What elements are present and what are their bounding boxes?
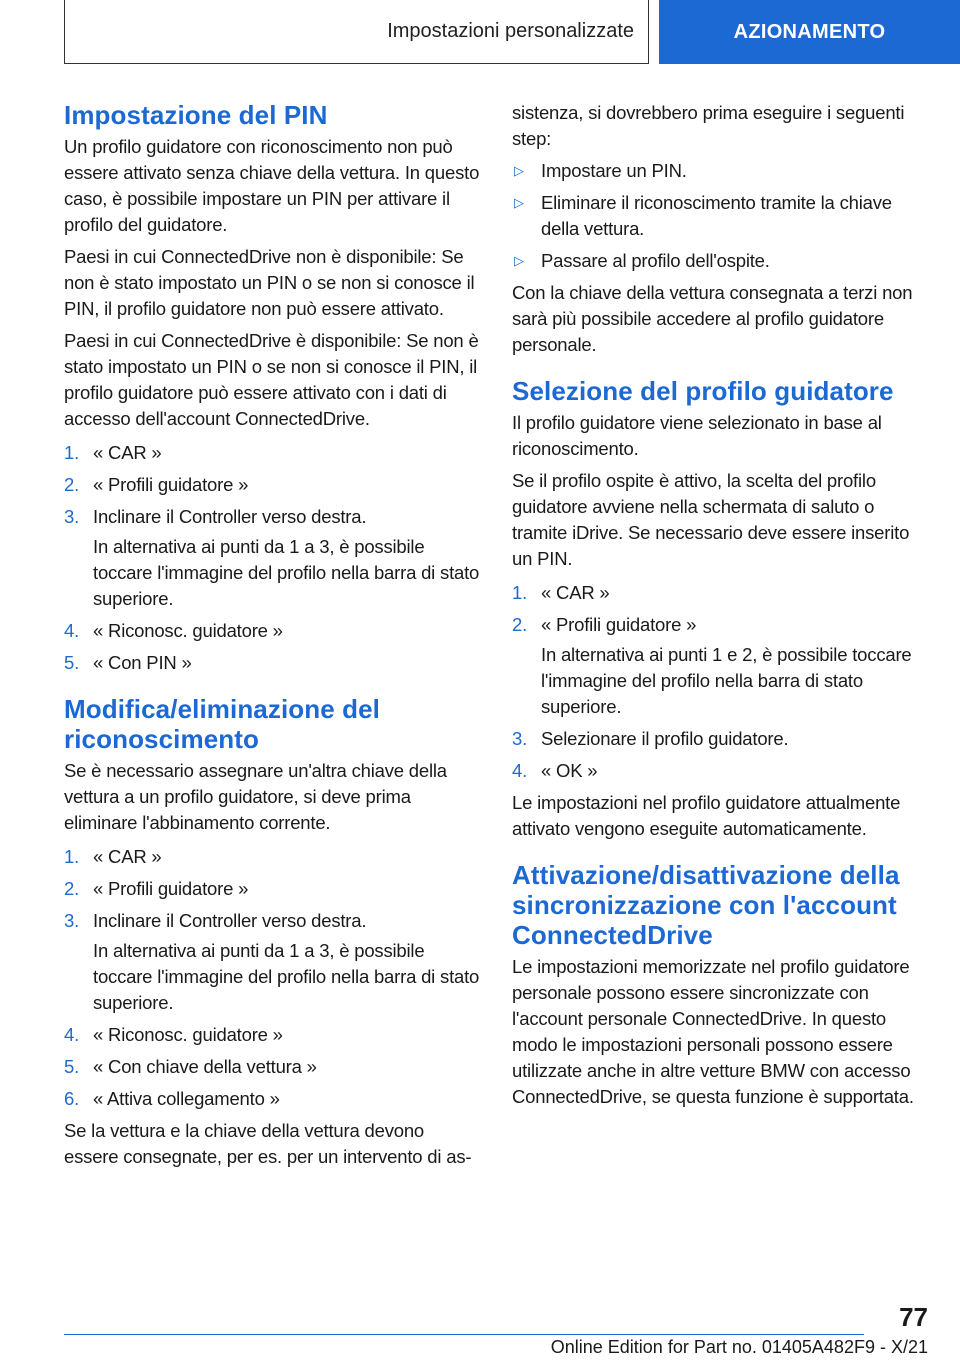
paragraph: Se la vettura e la chiave della vettura devono essere consegnate, per es. per un intervento di as-	[64, 1120, 472, 1167]
paragraph: Le impostazioni memorizzate nel profilo guidatore personale possono essere sincronizzate con l'account personale ConnectedDrive. In questo modo le impostazioni personali possono essere utilizzate anche in altre vetture BMW con accesso ConnectedDrive, se questa funzione è supportata.	[512, 956, 914, 1107]
header-section-text: Impostazioni personalizzate	[387, 20, 634, 42]
step-item	[64, 876, 480, 902]
heading-sync-connecteddrive: Attivazione/disattivazione della sincronizzazione con l'account ConnectedDrive	[512, 860, 900, 950]
triangle-bullet-icon: ▷	[514, 253, 524, 268]
step-item	[512, 612, 928, 638]
step-number: 3.	[64, 506, 80, 527]
step-note: In alternativa ai punti 1 e 2, è possibile toccare l'immagine del profilo nella barra di stato superiore.	[541, 644, 912, 717]
step-text: « Profili guidatore »	[93, 474, 249, 495]
step-number: 4.	[64, 620, 80, 641]
step-item	[64, 440, 480, 466]
step-item	[64, 1054, 480, 1080]
step-item	[512, 580, 928, 606]
header-chapter-tab	[659, 0, 960, 64]
bullet-item	[512, 190, 928, 242]
paragraph: sistenza, si dovrebbero prima eseguire i seguenti step:	[512, 102, 905, 149]
step-number: 3.	[512, 728, 528, 749]
step-text: Inclinare il Controller verso destra.	[93, 910, 367, 931]
step-number: 4.	[64, 1024, 80, 1045]
step-text: « CAR »	[93, 442, 162, 463]
page-number: 77	[899, 1302, 928, 1332]
step-number: 5.	[64, 1056, 80, 1077]
step-text: « Profili guidatore »	[541, 614, 697, 635]
paragraph: Le impostazioni nel profilo guidatore attualmente attivato vengono eseguite automaticamente.	[512, 792, 901, 839]
step-number: 1.	[64, 442, 80, 463]
step-text: Selezionare il profilo guidatore.	[541, 728, 789, 749]
bullet-text: Passare al profilo dell'ospite.	[541, 250, 770, 271]
triangle-bullet-icon: ▷	[514, 163, 524, 178]
heading-modify-recognition: Modifica/eliminazione del riconoscimento	[64, 694, 380, 754]
step-item	[64, 844, 480, 870]
step-text: « Riconosc. guidatore »	[93, 620, 283, 641]
step-text: « Profili guidatore »	[93, 878, 249, 899]
step-list	[512, 580, 928, 638]
left-column	[64, 100, 480, 1176]
triangle-bullet-icon: ▷	[514, 195, 524, 210]
step-note: In alternativa ai punti da 1 a 3, è possibile toccare l'immagine del profilo nella barra di stato superiore.	[93, 940, 480, 1013]
step-item	[64, 1022, 480, 1048]
step-list	[64, 440, 480, 530]
step-text: « OK »	[541, 760, 598, 781]
step-number: 2.	[512, 614, 528, 635]
bullet-text: Eliminare il riconoscimento tramite la chiave della vettura.	[541, 192, 892, 239]
step-list	[64, 618, 480, 676]
step-item	[64, 472, 480, 498]
step-number: 4.	[512, 760, 528, 781]
bullet-item	[512, 158, 928, 184]
step-text: « Riconosc. guidatore »	[93, 1024, 283, 1045]
step-item	[64, 650, 480, 676]
step-text: « Con chiave della vettura »	[93, 1056, 317, 1077]
step-number: 5.	[64, 652, 80, 673]
bullet-list	[512, 158, 928, 274]
step-number: 1.	[64, 846, 80, 867]
step-item	[64, 504, 480, 530]
step-item	[512, 726, 928, 752]
step-list	[64, 1022, 480, 1112]
step-number: 2.	[64, 878, 80, 899]
step-number: 3.	[64, 910, 80, 931]
footer-edition: Online Edition for Part no. 01405A482F9 - X/21	[550, 1337, 928, 1357]
paragraph: Paesi in cui ConnectedDrive non è disponibile: Se non è stato impostato un PIN o se non si conosce il PIN, il profilo guidatore non può essere attivato.	[64, 246, 475, 319]
step-item	[64, 1086, 480, 1112]
heading-pin: Impostazione del PIN	[64, 100, 328, 130]
header-chapter-text: AZIONAMENTO	[733, 20, 886, 43]
step-number: 1.	[512, 582, 528, 603]
step-item	[64, 618, 480, 644]
right-column	[512, 100, 928, 1116]
bullet-text: Impostare un PIN.	[541, 160, 687, 181]
step-item	[64, 908, 480, 934]
step-note: In alternativa ai punti da 1 a 3, è possibile toccare l'immagine del profilo nella barra di stato superiore.	[93, 536, 480, 609]
paragraph: Paesi in cui ConnectedDrive è disponibile: Se non è stato impostato un PIN o se non si conosce il PIN, il profilo guidatore può essere attivato con i dati di accesso dell'account ConnectedDrive.	[64, 330, 479, 429]
step-list	[512, 726, 928, 784]
paragraph: Un profilo guidatore con riconoscimento non può essere attivato senza chiave della vettura. In questo caso, è possibile impostare un PIN per attivare il profilo del guidatore.	[64, 136, 480, 235]
footer-divider	[64, 1334, 864, 1335]
paragraph: Se il profilo ospite è attivo, la scelta del profilo guidatore avviene nella schermata di saluto o tramite iDrive. Se necessario deve essere inserito un PIN.	[512, 470, 910, 569]
step-text: « Attiva collegamento »	[93, 1088, 280, 1109]
step-list	[64, 844, 480, 934]
step-text: Inclinare il Controller verso destra.	[93, 506, 367, 527]
step-text: « CAR »	[93, 846, 162, 867]
heading-select-profile: Selezione del profilo guidatore	[512, 376, 894, 406]
step-number: 6.	[64, 1088, 80, 1109]
step-number: 2.	[64, 474, 80, 495]
step-text: « Con PIN »	[93, 652, 192, 673]
bullet-item	[512, 248, 928, 274]
paragraph: Con la chiave della vettura consegnata a terzi non sarà più possibile accedere al profilo guidatore personale.	[512, 282, 913, 355]
step-text: « CAR »	[541, 582, 610, 603]
step-item	[512, 758, 928, 784]
header-section-title	[64, 0, 649, 64]
paragraph: Se è necessario assegnare un'altra chiave della vettura a un profilo guidatore, si deve prima eliminare l'abbinamento corrente.	[64, 760, 447, 833]
paragraph: Il profilo guidatore viene selezionato in base al riconoscimento.	[512, 412, 882, 459]
